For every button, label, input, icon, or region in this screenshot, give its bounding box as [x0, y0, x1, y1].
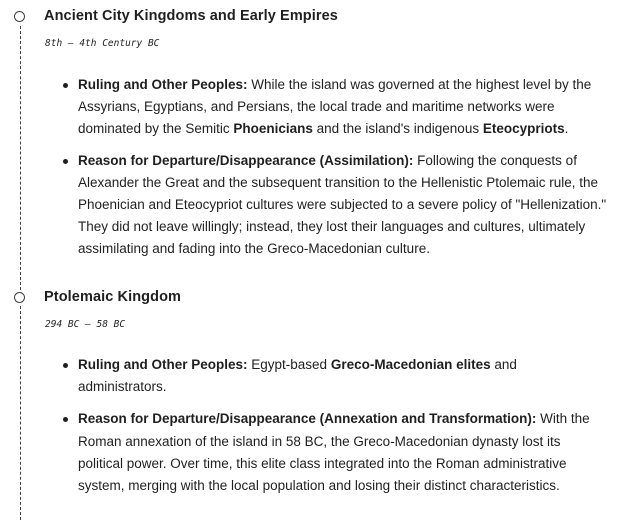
bullet-label: Reason for Departure/Disappearance (Assimilation): [78, 152, 414, 168]
entry-bullet-list [60, 354, 608, 497]
bullet-text: . [564, 121, 569, 137]
bullet-label: Ruling and Other Peoples: [78, 77, 248, 92]
bullet-text: and administrators. [78, 357, 517, 395]
bullet-item [60, 150, 608, 261]
bullet-item [60, 408, 608, 497]
timeline-rail [20, 306, 21, 520]
bullet-dot-icon [63, 159, 68, 164]
timeline-node-circle-icon [14, 292, 25, 303]
bullet-emphasis: Phoenicians [233, 121, 313, 137]
bullet-item [60, 74, 608, 141]
entry-date-range: 8th – 4th Century BC [45, 38, 160, 49]
bullet-text: While the island was governed at the highest level by the Assyrians, Egyptians, and Persians, the local trade and maritime networks were dominated by the Semitic [78, 77, 592, 137]
bullet-dot-icon [63, 363, 68, 368]
bullet-emphasis: Eteocypriots [482, 121, 565, 137]
entry-date-range: 294 BC – 58 BC [45, 319, 126, 330]
bullet-emphasis: Greco-Macedonian elites [330, 357, 491, 372]
bullet-dot-icon [63, 83, 68, 88]
bullet-text: With the Roman annexation of the island in 58 BC, the Greco-Macedonian dynasty lost its political power. Over time, this elite class integrated into the Roman administrative system, merging with the local population and losing their distinct characteristics. [78, 411, 590, 494]
bullet-text: and the island's indigenous [312, 121, 483, 137]
bullet-text: Egypt-based [247, 357, 331, 372]
bullet-label: Reason for Departure/Disappearance (Annexation and Transformation): [78, 411, 537, 427]
timeline-rail [20, 26, 21, 290]
bullet-label: Ruling and Other Peoples: [78, 357, 248, 372]
bullet-text: Following the conquests of Alexander the Great and the subsequent transition to the Hellenistic Ptolemaic rule, the Phoenician and Eteocypriot cultures were subjected to a severe policy of "Hellenization." They did not leave willingly; instead, they lost their languages and cultures, ultimately assimilating and fading into the Greco-Macedonian culture. [78, 152, 607, 257]
bullet-dot-icon [63, 417, 68, 422]
entry-title: Ancient City Kingdoms and Early Empires [44, 8, 338, 24]
timeline-node-circle-icon [14, 11, 25, 22]
entry-bullet-list [60, 74, 608, 261]
bullet-item [60, 354, 608, 398]
entry-title: Ptolemaic Kingdom [44, 289, 182, 305]
